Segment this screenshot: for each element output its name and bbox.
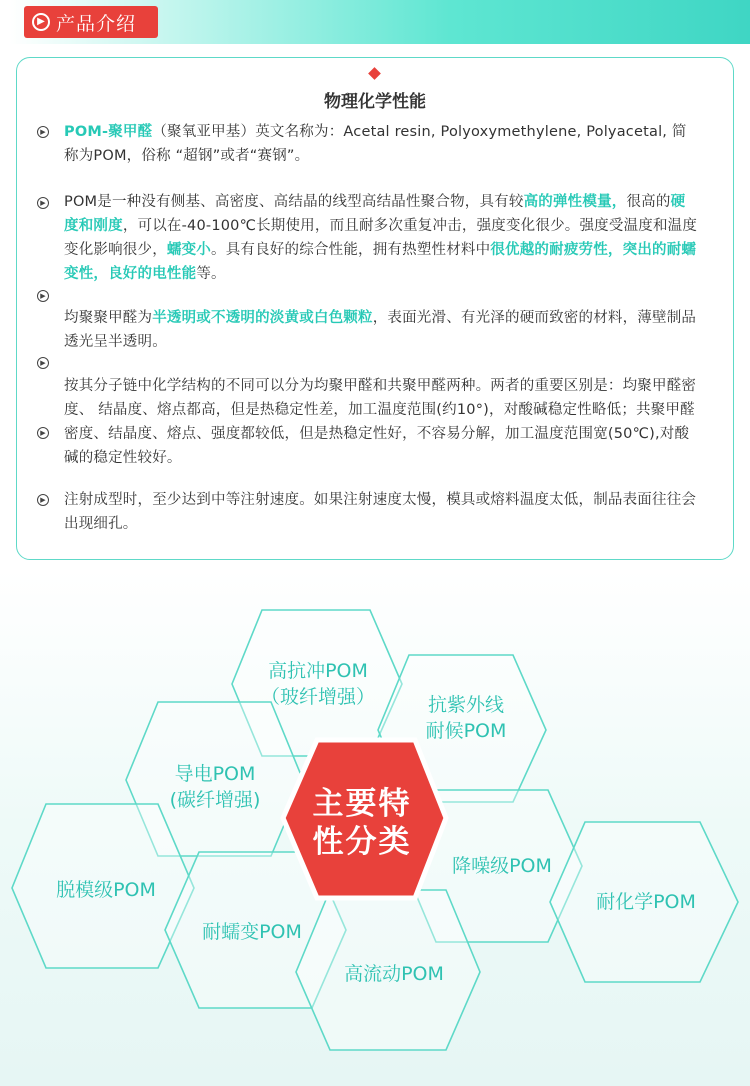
highlight-text: 高的弹性模量， xyxy=(523,194,627,210)
hex-label-line: 高抗冲POM xyxy=(268,660,368,682)
hex-label-release xyxy=(56,877,156,903)
paragraph-text: 按其分子链中化学结构的不同可以分为均聚甲醛和共聚甲醛两种。两者的重要区别是：均聚甲醛密度、 结晶度、熔点都高，但是热稳定性差，加工温度范围(约10°)，对酸碱稳定性略低；共聚甲醛密度、结晶度、熔点、强度都较低，但是热稳定性好，不容易分解，加工温度范围宽(50℃),对酸碱的稳定性较好。 xyxy=(64,378,697,466)
paragraph-text: ，可以在-40-100℃长期使用，而且耐多次重复冲击，强度变化很少。强度受温度和温度变化影响很少， xyxy=(64,218,698,258)
hex-label-high-impact xyxy=(261,658,375,710)
bullet-icon: ▶ xyxy=(37,494,49,506)
hex-label-line: （玻纤增强） xyxy=(260,686,376,708)
hex-label-line: 降噪级POM xyxy=(452,855,552,877)
hex-label-conductive xyxy=(170,761,261,813)
paragraph-text: 等。 xyxy=(196,266,226,282)
hex-label-line: 高流动POM xyxy=(344,963,444,985)
highlight-text: 半透明或不透明的淡黄或白色颗粒 xyxy=(152,310,373,326)
hex-label-line: 耐蠕变POM xyxy=(202,921,302,943)
hex-label-flow xyxy=(344,961,444,987)
highlight-text: 很优越的耐疲劳性，突出的耐蠕变性，良好的电性能 xyxy=(64,242,697,282)
highlight-text: POM-聚甲醛 xyxy=(64,124,153,140)
section-title: 物理化学性能 xyxy=(324,92,426,112)
paragraph-text: （聚氧亚甲基）英文名称为：Acetal resin, Polyoxymethylene, Polyacetal, 简称为POM，俗称 “超钢”或者“赛钢”。 xyxy=(64,124,687,164)
bullet-icon: ▶ xyxy=(37,290,49,302)
hex-label-uv xyxy=(426,692,507,744)
hex-label-line: 耐候POM xyxy=(425,720,507,742)
play-arrow-icon: ▶ xyxy=(32,13,50,31)
header-title: 产品介绍 xyxy=(56,12,137,35)
hex-label-line: 耐化学POM xyxy=(596,891,696,913)
hex-label-line: (碳纤增强) xyxy=(169,789,261,811)
hex-label-creep xyxy=(202,919,302,945)
bullet-icon: ▶ xyxy=(37,126,49,138)
hex-center-line: 主要特 xyxy=(312,786,412,822)
paragraph-text: POM是一种没有侧基、高密度、高结晶的线型高结晶性聚合物，具有较 xyxy=(64,194,524,210)
hex-center-label xyxy=(313,785,412,861)
bullet-icon: ▶ xyxy=(37,197,49,209)
paragraph-text: 很高的 xyxy=(626,194,671,210)
paragraph-text: 。具有良好的综合性能，拥有热塑性材料中 xyxy=(211,242,491,258)
paragraph-text: ，表面光滑、有光泽的硬而致密的材料，薄壁制品透光呈半透明。 xyxy=(64,310,697,350)
hex-center-line: 性分类 xyxy=(312,824,412,860)
highlight-text: 蠕变小 xyxy=(166,242,212,258)
highlight-text: 硬度和刚度 xyxy=(64,194,686,234)
bullet-icon: ▶ xyxy=(37,427,49,439)
bullet-icon: ▶ xyxy=(37,357,49,369)
hex-label-line: 导电POM xyxy=(174,763,256,785)
hex-label-line: 脱模级POM xyxy=(56,879,156,901)
paragraph-text: 注射成型时，至少达到中等注射速度。如果注射速度太慢，模具或熔料温度太低，制品表面往往会出现细孔。 xyxy=(64,492,697,532)
paragraph-text: 均聚聚甲醛为 xyxy=(64,310,153,326)
hex-label-chemical xyxy=(596,889,696,915)
hex-label-noise xyxy=(452,853,552,879)
hex-label-line: 抗紫外线 xyxy=(427,694,504,716)
